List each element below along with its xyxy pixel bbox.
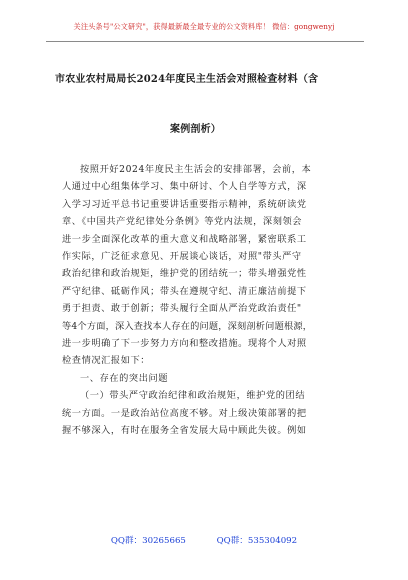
- body-line: 握不够深入，有时在服务全省发展大局中顾此失彼。例如: [62, 425, 307, 437]
- header-divider: [46, 41, 364, 42]
- body-line: 检查情况汇报如下：: [62, 355, 151, 367]
- body-line: （一）带头严守政治纪律和政治规矩，维护党的团结: [80, 390, 306, 402]
- document-title-line-1: 市农业农村局局长2024年度民主生活会对照检查材料（含: [55, 74, 319, 85]
- body-line: 勇于担责、敢于创新；带头履行全面从严治党政治责任": [62, 303, 302, 315]
- section-heading: 一、存在的突出问题: [80, 372, 169, 384]
- document-title-line-2: 案例剖析）: [170, 124, 221, 135]
- body-line: 统一方面。一是政治站位高度不够。对上级决策部署的把: [62, 407, 307, 419]
- body-line: 进一步全面深化改革的重大意义和战略部署，紧密联系工: [62, 233, 307, 245]
- body-line: 章、《中国共产党纪律处分条例》等党内法规，深刻领会: [62, 216, 303, 228]
- footer-qq-group-2: QQ群：535304092: [216, 536, 298, 546]
- body-line: 人通过中心组集体学习、集中研讨、个人自学等方式，深: [62, 181, 307, 193]
- body-line: 进一步明确了下一步努力方向和整改措施。现将个人对照: [62, 338, 307, 350]
- footer-qq-group-1: QQ群：30265665: [110, 536, 186, 546]
- body-line: 按照开好2024年度民主生活会的安排部署，会前，本: [80, 164, 312, 175]
- header-banner: 关注头条号"公文研究"，获得最新最全最专业的公文资料库！ 微信：gongwenyj: [73, 22, 335, 31]
- body-line: 严守纪律、砥砺作风；带头在遵规守纪、清正廉洁前提下: [62, 285, 307, 297]
- body-line: 政治纪律和政治规矩，维护党的团结统一；带头增强党性: [62, 268, 307, 280]
- footer-contact: [0, 534, 408, 546]
- body-line: 入学习习近平总书记重要讲话重要指示精神，系统研读党: [62, 198, 307, 210]
- document-body: [62, 161, 358, 440]
- body-line: 等4个方面，深入查找本人存在的问题，深刻剖析问题根源，: [62, 320, 313, 332]
- body-line: 作实际，广泛征求意见、开展谈心谈话，对照"带头严守: [62, 251, 302, 263]
